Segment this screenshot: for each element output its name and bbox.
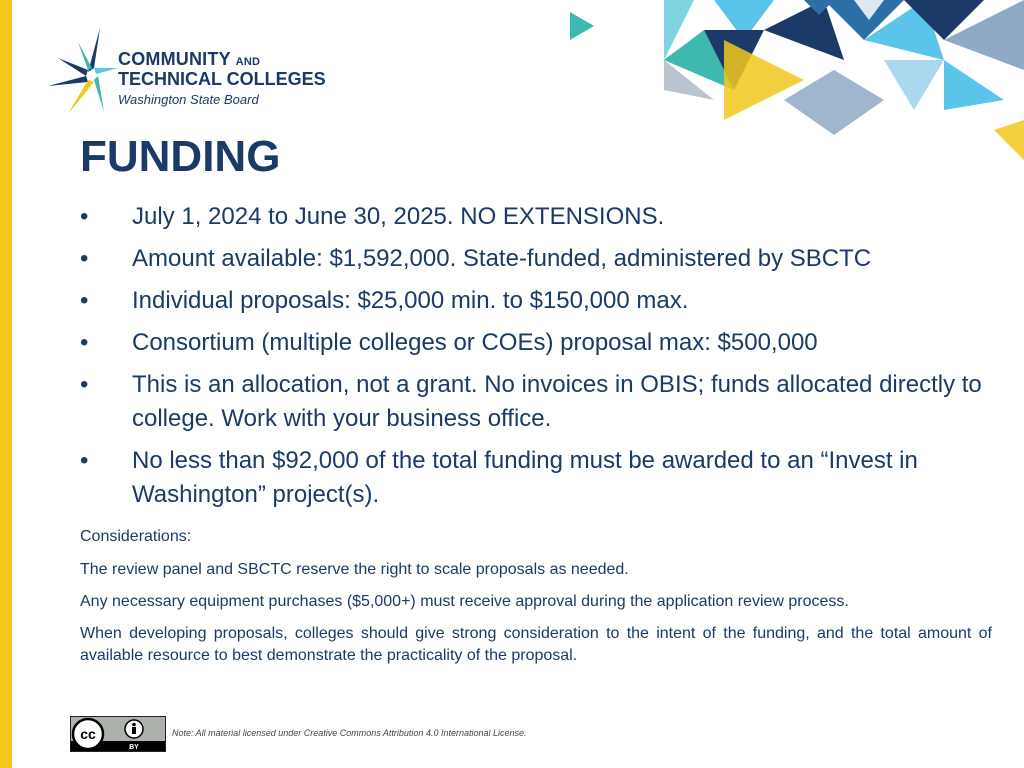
cc-by-license-badge	[70, 716, 166, 752]
funding-bullet-list	[80, 200, 1000, 520]
bullet-item-invest: • No less than $92,000 of the total funding must be awarded to an “Invest in Washington” project(s).	[80, 444, 1000, 512]
left-accent-bar	[0, 0, 12, 768]
bullet-item-allocation: • This is an allocation, not a grant. No invoices in OBIS; funds allocated directly to college. Work with your business office.	[80, 368, 1000, 436]
bullet-item-dates: • July 1, 2024 to June 30, 2025. NO EXTENSIONS.	[80, 200, 1000, 234]
bullet-dot: •	[80, 287, 89, 314]
sbctc-logo	[48, 28, 348, 118]
bullet-item-consortium: • Consortium (multiple colleges or COEs) proposal max: $500,000	[80, 326, 1000, 360]
cc-label: cc	[80, 726, 96, 742]
bullet-item-amount: • Amount available: $1,592,000. State-funded, administered by SBCTC	[80, 242, 1000, 276]
considerations-section	[80, 526, 992, 677]
starburst-logo-icon	[48, 28, 128, 118]
considerations-label: Considerations:	[80, 528, 192, 545]
cc-by-icon	[71, 717, 165, 751]
page-title: FUNDING	[80, 132, 281, 181]
logo-line-technical: TECHNICAL COLLEGES	[118, 69, 326, 89]
decorative-triangles	[564, 0, 1024, 170]
bullet-item-individual: • Individual proposals: $25,000 min. to $150,000 max.	[80, 284, 1000, 318]
consideration-item: The review panel and SBCTC reserve the right to scale proposals as needed.	[80, 561, 629, 578]
bullet-dot: •	[80, 329, 89, 356]
consideration-item: Any necessary equipment purchases ($5,000+) must receive approval during the application review process.	[80, 593, 849, 610]
bullet-dot: •	[80, 371, 89, 398]
bullet-dot: •	[80, 447, 89, 474]
consideration-item: When developing proposals, colleges should give strong consideration to the intent of the funding, and the total amount of available resource to best demonstrate the practicality of the proposal.	[80, 625, 992, 664]
bullet-dot: •	[80, 203, 89, 230]
logo-text	[118, 50, 326, 106]
bullet-dot: •	[80, 245, 89, 272]
logo-line-community: COMMUNITY AND	[118, 49, 261, 69]
logo-line-state-board: Washington State Board	[118, 92, 259, 107]
by-label: BY	[129, 744, 139, 751]
license-note: Note: All material licensed under Creative Commons Attribution 4.0 International License.	[172, 728, 527, 738]
